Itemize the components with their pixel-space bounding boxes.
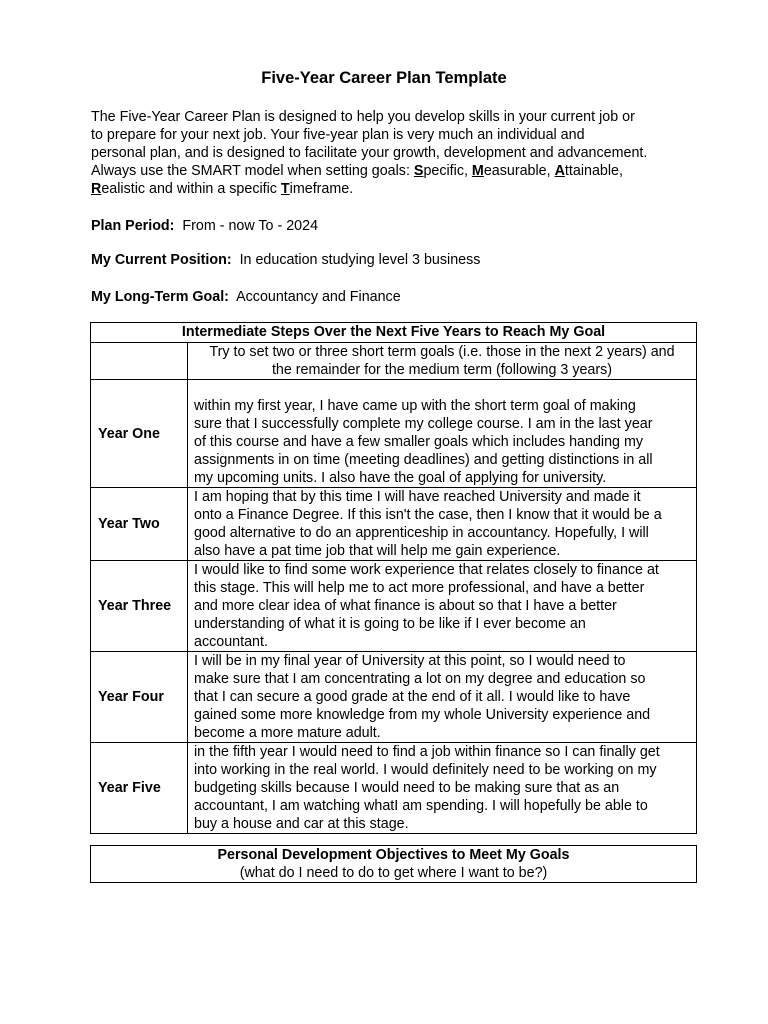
year-label: Year Five: [91, 743, 188, 834]
intro-smart-line: [91, 180, 691, 198]
year-text: [188, 561, 697, 652]
smart-word: ttainable,: [564, 163, 623, 179]
text-line: make sure that I am concentrating a lot on my degree and education so: [194, 671, 646, 687]
year-label: Year Two: [91, 488, 188, 561]
text-line: accountant.: [194, 634, 268, 650]
intro-smart-line: [91, 162, 691, 180]
text-line: my upcoming units. I also have the goal of applying for university.: [194, 470, 607, 486]
table-row-year-four: [91, 652, 697, 743]
text-line: sure that I successfully complete my college course. I am in the last year: [194, 416, 653, 432]
long-term-goal-field: [91, 288, 401, 306]
table-header-row: [91, 323, 697, 343]
text-line: this stage. This will help me to act more professional, and have a better: [194, 580, 645, 596]
current-position-value: In education studying level 3 business: [239, 252, 481, 268]
empty-cell: [91, 343, 188, 380]
smart-letter-t: T: [280, 181, 290, 197]
smart-letter-m: M: [471, 163, 484, 179]
pdo-title: Personal Development Objectives to Meet My Goals: [217, 847, 570, 863]
year-text: [188, 743, 697, 834]
text-line: I am hoping that by this time I will have reached University and made it: [194, 489, 641, 505]
pdo-row: [91, 846, 697, 883]
smart-letter-r: R: [91, 181, 102, 197]
table-row-year-one: [91, 380, 697, 488]
text-line: I would like to find some work experience that relates closely to finance at: [194, 562, 659, 578]
table-row-year-two: [91, 488, 697, 561]
text-line: onto a Finance Degree. If this isn't the case, then I know that it would be a: [194, 507, 662, 523]
text-line: accountant, I am watching whatI am spending. I will hopefully be able to: [194, 798, 648, 814]
long-term-goal-label: My Long-Term Goal:: [91, 289, 229, 305]
plan-period-field: [91, 217, 318, 235]
text-line: gained some more knowledge from my whole University experience and: [194, 707, 651, 723]
intro-line: personal plan, and is designed to facilitate your growth, development and advancement.: [91, 145, 648, 161]
long-term-goal-value: Accountancy and Finance: [236, 289, 401, 305]
instruction-row: [91, 343, 697, 380]
table-row-year-three: [91, 561, 697, 652]
text-line: good alternative to do an apprenticeship in accountancy. Hopefully, I will: [194, 525, 649, 541]
text-line: in the fifth year I would need to find a job within finance so I can finally get: [194, 744, 660, 760]
pdo-cell: [91, 846, 697, 883]
smart-word: pecific,: [423, 163, 472, 179]
plan-period-label: Plan Period:: [91, 218, 175, 234]
instruction-line: Try to set two or three short term goals (i.e. those in the next 2 years) and: [209, 344, 675, 360]
year-label: Year One: [91, 380, 188, 488]
intro-line: to prepare for your next job. Your five-year plan is very much an individual and: [91, 127, 585, 143]
pdo-subtitle: (what do I need to do to get where I want to be?): [239, 865, 548, 881]
instruction-line: the remainder for the medium term (following 3 years): [271, 362, 613, 378]
table-row-year-five: [91, 743, 697, 834]
plan-period-value: From - now To - 2024: [182, 218, 319, 234]
page-title: Five-Year Career Plan Template: [261, 69, 507, 87]
text-line: also have a pat time job that will help me gain experience.: [194, 543, 561, 559]
smart-letter-s: S: [413, 163, 424, 179]
intro-line: The Five-Year Career Plan is designed to help you develop skills in your current job or: [91, 109, 635, 125]
current-position-label: My Current Position:: [91, 252, 232, 268]
text-line: assignments in on time (meeting deadlines) and getting distinctions in all: [194, 452, 653, 468]
year-text: [188, 652, 697, 743]
year-label: Year Four: [91, 652, 188, 743]
text-line: I will be in my final year of University at this point, so I would need to: [194, 653, 626, 669]
year-text: [188, 488, 697, 561]
table-header: Intermediate Steps Over the Next Five Years to Reach My Goal: [91, 323, 697, 343]
personal-development-objectives-table: [90, 845, 697, 883]
text-line: and more clear idea of what finance is about so that I have a better: [194, 598, 617, 614]
smart-letter-a: A: [554, 163, 565, 179]
year-label: Year Three: [91, 561, 188, 652]
text-line: within my first year, I have came up with the short term goal of making: [194, 398, 636, 414]
intermediate-steps-table: [90, 322, 697, 834]
smart-word: easurable,: [483, 163, 555, 179]
intro-paragraph: [91, 108, 691, 198]
intro-text: Always use the SMART model when setting goals:: [91, 163, 414, 179]
text-line: understanding of what it is going to be like if I ever become an: [194, 616, 586, 632]
text-line: into working in the real world. I would definitely need to be working on my: [194, 762, 657, 778]
smart-word: imeframe.: [289, 181, 354, 197]
instruction-cell: [188, 343, 697, 380]
text-line: buy a house and car at this stage.: [194, 816, 409, 832]
current-position-field: [91, 251, 480, 269]
text-line: of this course and have a few smaller goals which includes handing my: [194, 434, 644, 450]
text-line: become a more mature adult.: [194, 725, 381, 741]
smart-word: ealistic and within a specific: [101, 181, 281, 197]
year-text: [188, 380, 697, 488]
text-line: budgeting skills because I would need to be making sure that as an: [194, 780, 620, 796]
text-line: that I can secure a good grade at the end of it all. I would like to have: [194, 689, 631, 705]
